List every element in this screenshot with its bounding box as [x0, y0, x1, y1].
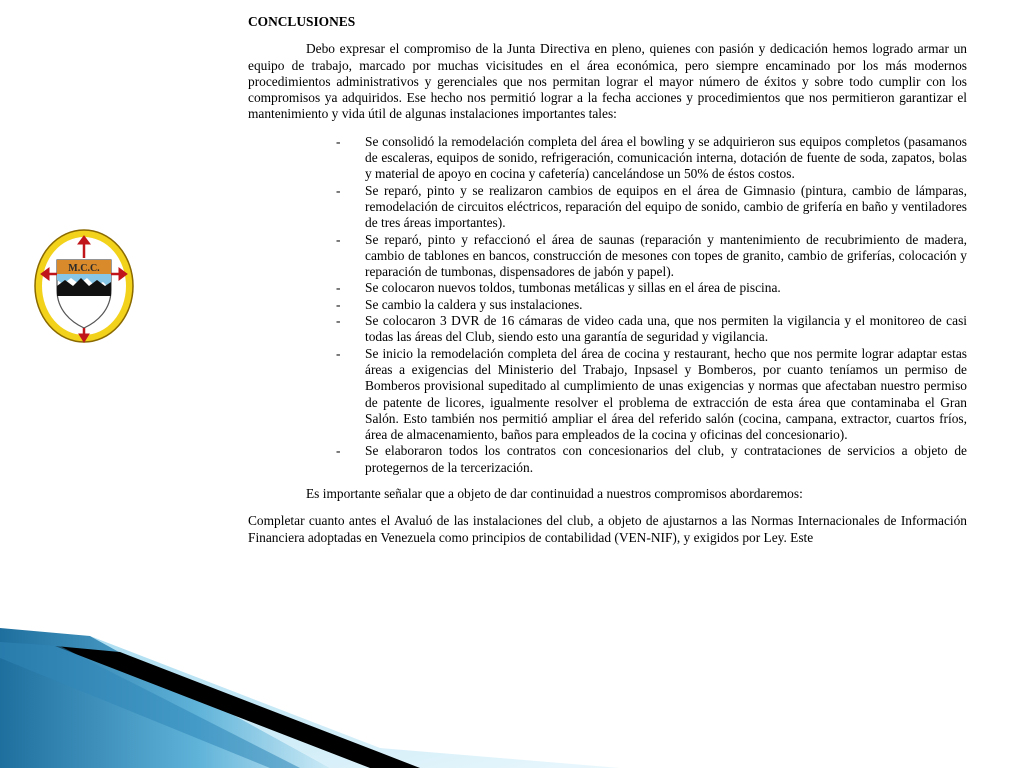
list-item-text: Se cambio la caldera y sus instalaciones. [365, 296, 583, 312]
document-body [248, 14, 967, 546]
list-item-text: Se reparó, pinto y se realizaron cambios de equipos en el área de Gimnasio (pintura, cambio de lámparas, remodelación de circuitos eléctricos, reparación del equipo de sonido, cambio de grifería en baño y ventiladores de tres áreas importantes). [365, 182, 967, 231]
intro-paragraph: Debo expresar el compromiso de la Junta Directiva en pleno, quienes con pasión y dedicación hemos logrado armar un equipo de trabajo, marcado por muchas vicisitudes en el área económica, pero siempre encaminado por los más modernos procedimientos administrativos y gerenciales que nos permitan lograr el mayor número de éxitos y sobre todo cumplir con los compromisos ya adquiridos. Ese hecho nos permitió lograr a la fecha acciones y procedimientos que nos permitieron garantizar el mantenimiento y vida útil de algunas instalaciones importantes tales: [248, 41, 967, 122]
list-item [248, 443, 967, 476]
list-item-text: Se elaboraron todos los contratos con concesionarios del club, y contrataciones de servicios a objeto de protegernos de la tercerización. [365, 443, 967, 475]
list-item [248, 183, 967, 232]
list-item [248, 134, 967, 183]
achievements-list [248, 134, 967, 476]
bullet-dash: - [336, 182, 341, 198]
list-item-text: Se colocaron 3 DVR de 16 cámaras de video cada una, que nos permiten la vigilancia y el monitoreo de casi todas las áreas del Club, siendo esto una garantía de seguridad y vigilancia. [365, 313, 967, 345]
list-item [248, 232, 967, 281]
list-item [248, 346, 967, 444]
club-crest-icon [33, 228, 135, 344]
bullet-dash: - [336, 313, 341, 329]
list-item-text: Se reparó, pinto y refaccionó el área de saunas (reparación y mantenimiento de recubrimiento de madera, cambio de tablones en bancos, construcción de mesones con topes de granito, cambio de griferías, colocación y reparación de tumbonas, dispensadores de jabón y papel). [365, 231, 967, 280]
bullet-dash: - [336, 133, 341, 149]
bullet-dash: - [336, 280, 341, 296]
importance-paragraph: Es importante señalar que a objeto de dar continuidad a nuestros compromisos abordaremos: [306, 486, 803, 502]
bullet-dash: - [336, 231, 341, 247]
section-title: CONCLUSIONES [248, 14, 356, 29]
list-item-text: Se consolidó la remodelación completa del área el bowling y se adquirieron sus equipos completos (pasamanos de escaleras, equipos de sonido, refrigeración, comunicación interna, dotación de fuente de soda, zapatos, bolas y material de apoyo en cocina y cafetería) cancelándose un 50% de éstos costos. [365, 133, 967, 182]
list-item [248, 297, 967, 313]
crest-text: M.C.C. [68, 263, 100, 274]
list-item [248, 280, 967, 296]
list-item [248, 313, 967, 346]
bullet-dash: - [336, 345, 341, 361]
bullet-dash: - [336, 296, 341, 312]
list-item-text: Se colocaron nuevos toldos, tumbonas metálicas y sillas en el área de piscina. [365, 280, 781, 296]
decorative-swoosh [0, 628, 620, 768]
closing-paragraph: Completar cuanto antes el Avaluó de las instalaciones del club, a objeto de ajustarnos a las Normas Internacionales de Información Financiera adoptadas en Venezuela como principios de contabilidad (VEN-NIF), y exigidos por Ley. Este [248, 513, 967, 545]
list-item-text: Se inicio la remodelación completa del área de cocina y restaurant, hecho que nos permite lograr adaptar estas áreas a exigencias del Ministerio del Trabajo, Inpsasel y Bomberos, por cuanto teníamos un permiso de Bomberos provisional supeditado al cumplimiento de unas exigencias y normas que afectaban nuestro permiso de patente de licores, igualmente resolver el problema de extracción de esta área que contaminaba el Gran Salón. Esto también nos permitió ampliar el área del referido salón (cocina, campana, extractor, cuartos fríos, área de almacenamiento, baños para empleados de la cocina y oficinas del concesionario). [365, 345, 967, 443]
bullet-dash: - [336, 443, 341, 459]
